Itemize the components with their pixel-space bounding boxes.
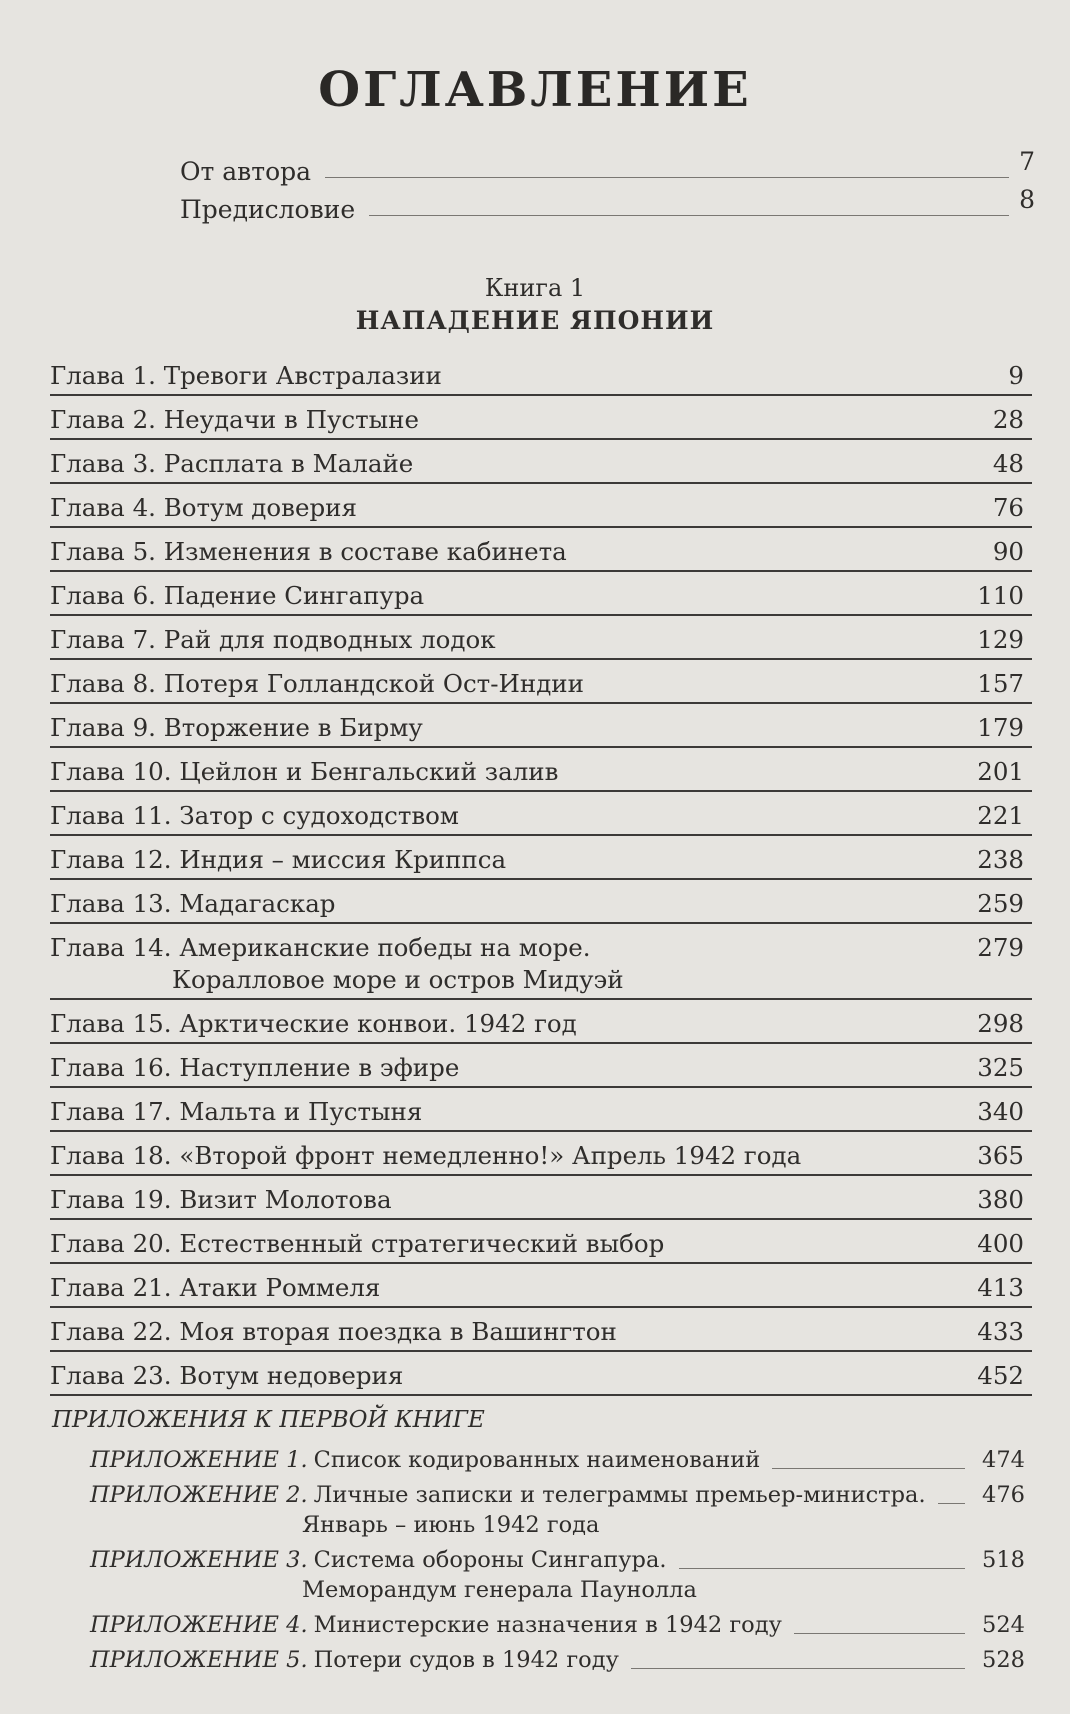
page-number: 7 <box>1019 147 1035 176</box>
toc-chapter-row <box>50 704 1032 748</box>
toc-chapter-row <box>50 792 1032 836</box>
chapter-title: Глава 19. Визит Молотова <box>50 1185 392 1214</box>
toc-chapter-row <box>50 528 1032 572</box>
appendix-line <box>90 1445 1025 1475</box>
page-number: 365 <box>977 1141 1024 1170</box>
chapter-title: Глава 20. Естественный стратегический выбор <box>50 1229 665 1258</box>
page-number: 8 <box>1019 185 1035 214</box>
toc-front-entry <box>180 147 1035 186</box>
chapter-title: Глава 4. Вотум доверия <box>50 493 357 522</box>
leader-line <box>679 1568 965 1569</box>
appendix-line <box>90 1610 1025 1640</box>
page-number: 110 <box>977 581 1024 610</box>
appendix-number: ПРИЛОЖЕНИЕ 3. <box>90 1547 308 1573</box>
toc-chapter-row <box>50 352 1032 396</box>
chapter-title: Глава 3. Расплата в Малайе <box>50 449 414 478</box>
appendix-number: ПРИЛОЖЕНИЕ 4. <box>90 1612 308 1638</box>
toc-chapter-row <box>50 616 1032 660</box>
chapter-title: Глава 21. Атаки Роммеля <box>50 1273 381 1302</box>
page-number: 476 <box>982 1482 1025 1508</box>
page-number: 452 <box>977 1361 1024 1390</box>
page-number: 76 <box>992 493 1024 522</box>
chapter-title: Глава 14. Американские победы на море. <box>50 933 591 962</box>
toc-chapter-row <box>50 396 1032 440</box>
leader-line <box>938 1503 965 1504</box>
toc-chapter-row <box>50 924 1032 1000</box>
chapter-title: Глава 22. Моя вторая поездка в Вашингтон <box>50 1317 617 1346</box>
toc-chapter-row <box>50 1308 1032 1352</box>
appendix-entry <box>90 1545 1025 1605</box>
page-number: 201 <box>977 757 1024 786</box>
chapter-title: Глава 12. Индия – миссия Криппса <box>50 845 507 874</box>
chapter-title: Глава 6. Падение Сингапура <box>50 581 425 610</box>
leader-line <box>369 215 1009 216</box>
appendix-line <box>90 1480 1025 1510</box>
page-number: 238 <box>977 845 1024 874</box>
page-number: 129 <box>977 625 1024 654</box>
leader-line <box>631 1668 965 1669</box>
toc-chapter-row <box>50 1132 1032 1176</box>
appendix-title-continued: Январь – июнь 1942 года <box>302 1512 600 1538</box>
page-number: 298 <box>977 1009 1024 1038</box>
appendix-title: Потери судов в 1942 году <box>313 1647 619 1673</box>
appendix-number: ПРИЛОЖЕНИЕ 2. <box>90 1482 308 1508</box>
chapter-title: Глава 23. Вотум недоверия <box>50 1361 404 1390</box>
leader-line <box>325 177 1009 178</box>
page-number: 413 <box>977 1273 1024 1302</box>
chapter-title: Глава 1. Тревоги Австралазии <box>50 361 442 390</box>
chapter-title: Глава 7. Рай для подводных лодок <box>50 625 496 654</box>
book-label: Книга 1 <box>484 274 586 302</box>
page-number: 518 <box>982 1547 1025 1573</box>
appendix-entry <box>90 1480 1025 1540</box>
page-number: 325 <box>977 1053 1024 1082</box>
toc-chapter-row <box>50 880 1032 924</box>
page-number: 28 <box>992 405 1024 434</box>
chapter-title: Глава 9. Вторжение в Бирму <box>50 713 423 742</box>
appendix-title: Министерские назначения в 1942 году <box>313 1612 782 1638</box>
page-number: 48 <box>992 449 1024 478</box>
page-number: 221 <box>977 801 1024 830</box>
page-number: 380 <box>977 1185 1024 1214</box>
page-number: 528 <box>982 1647 1025 1673</box>
book-title: НАПАДЕНИЕ ЯПОНИИ <box>355 306 715 335</box>
appendix-title: Система обороны Сингапура. <box>313 1547 667 1573</box>
appendix-line <box>90 1645 1025 1675</box>
appendix-entry <box>90 1445 1025 1475</box>
chapter-title: Глава 11. Затор с судоходством <box>50 801 459 830</box>
appendix-number: ПРИЛОЖЕНИЕ 5. <box>90 1647 308 1673</box>
page-number: 90 <box>992 537 1024 566</box>
page-number: 179 <box>977 713 1024 742</box>
entry-label: Предисловие <box>180 195 356 224</box>
chapter-title: Глава 15. Арктические конвои. 1942 год <box>50 1009 577 1038</box>
toc-chapter-row <box>50 1220 1032 1264</box>
page-title: ОГЛАВЛЕНИЕ <box>318 62 752 118</box>
chapter-title-continued: Коралловое море и остров Мидуэй <box>172 965 624 994</box>
toc-chapter-row <box>50 1088 1032 1132</box>
toc-chapter-row <box>50 748 1032 792</box>
chapter-title: Глава 17. Мальта и Пустыня <box>50 1097 423 1126</box>
page-number: 524 <box>982 1612 1025 1638</box>
chapter-list <box>50 352 1032 1396</box>
chapter-title: Глава 18. «Второй фронт немедленно!» Апрель 1942 года <box>50 1141 802 1170</box>
appendix-entry <box>90 1610 1025 1640</box>
appendix-number: ПРИЛОЖЕНИЕ 1. <box>90 1447 308 1473</box>
page-number: 9 <box>1008 361 1024 390</box>
chapter-title: Глава 8. Потеря Голландской Ост-Индии <box>50 669 584 698</box>
appendix-title: Личные записки и телеграммы премьер-министра. <box>313 1482 926 1508</box>
toc-chapter-row <box>50 660 1032 704</box>
page-number: 279 <box>977 933 1024 962</box>
chapter-title: Глава 13. Мадагаскар <box>50 889 336 918</box>
page-number: 340 <box>977 1097 1024 1126</box>
chapter-title: Глава 10. Цейлон и Бенгальский залив <box>50 757 559 786</box>
appendix-title: Список кодированных наименований <box>313 1447 761 1473</box>
page-number: 433 <box>977 1317 1024 1346</box>
toc-chapter-row <box>50 1044 1032 1088</box>
leader-line <box>794 1633 965 1634</box>
chapter-title: Глава 16. Наступление в эфире <box>50 1053 460 1082</box>
chapter-title: Глава 2. Неудачи в Пустыне <box>50 405 419 434</box>
toc-chapter-row <box>50 484 1032 528</box>
toc-chapter-row <box>50 1000 1032 1044</box>
toc-front-entry <box>180 185 1035 224</box>
toc-chapter-row <box>50 572 1032 616</box>
toc-chapter-row <box>50 1176 1032 1220</box>
toc-chapter-row <box>50 1264 1032 1308</box>
toc-chapter-row <box>50 1352 1032 1396</box>
page-number: 259 <box>977 889 1024 918</box>
toc-chapter-row <box>50 836 1032 880</box>
entry-label: От автора <box>180 157 312 186</box>
page-number: 400 <box>977 1229 1024 1258</box>
chapter-title: Глава 5. Изменения в составе кабинета <box>50 537 567 566</box>
appendix-heading: ПРИЛОЖЕНИЯ К ПЕРВОЙ КНИГЕ <box>52 1407 485 1433</box>
leader-line <box>772 1468 965 1469</box>
page-number: 474 <box>982 1447 1025 1473</box>
page-number: 157 <box>977 669 1024 698</box>
appendix-line <box>90 1545 1025 1575</box>
toc-chapter-row <box>50 440 1032 484</box>
appendix-title-continued: Меморандум генерала Паунолла <box>302 1577 697 1603</box>
appendix-entry <box>90 1645 1025 1675</box>
